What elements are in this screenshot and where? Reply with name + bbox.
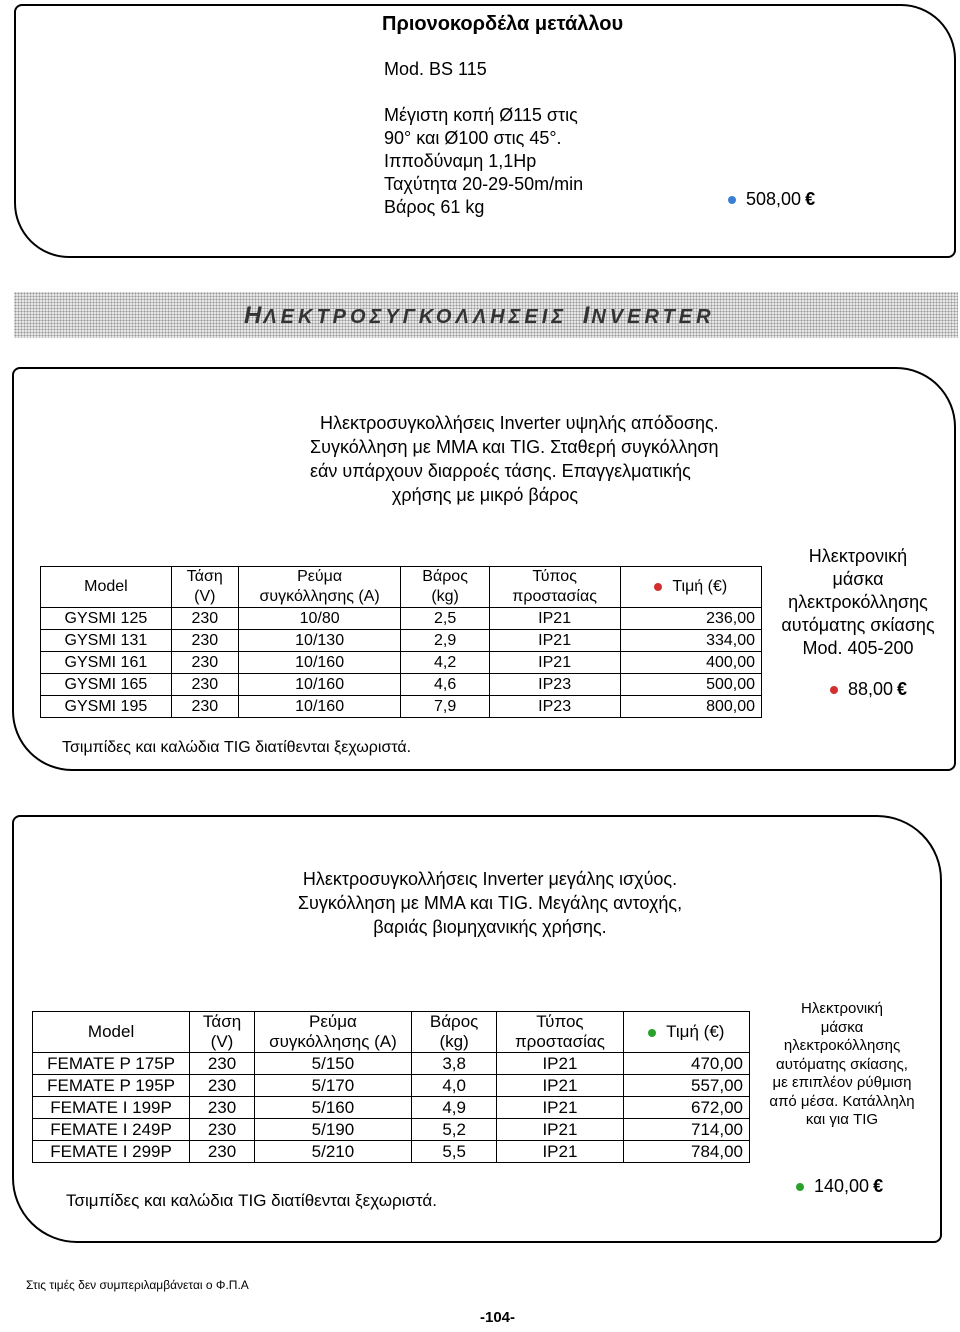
vat-note: Στις τιμές δεν συμπεριλαμβάνεται ο Φ.Π.Α <box>26 1278 249 1292</box>
saw-price-value: 508,00 <box>746 189 802 209</box>
col-model: Model <box>33 1012 190 1053</box>
col-current: Ρεύμα συγκόλλησης (A) <box>238 567 401 608</box>
mask-description: Ηλεκτρονική μάσκα ηλεκτροκόλλησης αυτόματης σκίασης, με επιπλέον ρύθμιση από μέσα. Κατάλληλη και για TIG <box>769 1000 915 1128</box>
saw-title: Πριονοκορδέλα μετάλλου <box>382 13 624 35</box>
euro-icon: € <box>873 1176 884 1196</box>
saw-spec: 90° και Ø100 στις 45°. <box>384 128 562 148</box>
mask-price: 88,00 € <box>830 679 907 700</box>
table-row: FEMATE I 199P 230 5/160 4,9 IP21 672,00 <box>33 1097 750 1119</box>
col-current: Ρεύμα συγκόλλησης (A) <box>254 1012 411 1053</box>
bullet-icon <box>648 1029 656 1037</box>
table-row: GYSMI 125 230 10/80 2,5 IP21 236,00 <box>41 608 762 630</box>
table-row: FEMATE I 299P 230 5/210 5,5 IP21 784,00 <box>33 1141 750 1163</box>
table-row: FEMATE P 175P 230 5/150 3,8 IP21 470,00 <box>33 1053 750 1075</box>
accessories-note: Τσιμπίδες και καλώδια TIG διατίθενται ξεχωριστά. <box>62 739 412 756</box>
col-weight: Βάρος (kg) <box>412 1012 497 1053</box>
table-row: FEMATE P 195P 230 5/170 4,0 IP21 557,00 <box>33 1075 750 1097</box>
section-banner-title: ΗΛΕΚΤΡΟΣΥΓΚΟΛΛΗΣΕΙΣ INVERTER <box>244 302 715 329</box>
col-protection: Τύπος προστασίας <box>497 1012 623 1053</box>
saw-spec: Μέγιστη κοπή Ø115 στις <box>384 105 578 125</box>
inverter-table-1 <box>40 566 762 718</box>
bullet-icon <box>654 583 662 591</box>
col-price: Τιμή (€) <box>623 1012 749 1053</box>
saw-spec: Βάρος 61 kg <box>384 197 485 217</box>
table-row: FEMATE I 249P 230 5/190 5,2 IP21 714,00 <box>33 1119 750 1141</box>
table-row: GYSMI 161 230 10/160 4,2 IP21 400,00 <box>41 652 762 674</box>
col-weight: Βάρος (kg) <box>401 567 489 608</box>
inverter-description: Συγκόλληση με MMA και TIG. Μεγάλης αντοχής, <box>297 893 683 913</box>
saw-price <box>728 189 815 210</box>
table-row: GYSMI 195 230 10/160 7,9 IP23 800,00 <box>41 696 762 718</box>
bullet-icon <box>796 1183 804 1191</box>
col-voltage: Τάση (V) <box>171 567 238 608</box>
euro-icon: € <box>897 679 908 699</box>
col-voltage: Τάση (V) <box>190 1012 255 1053</box>
page-number: -104- <box>480 1309 516 1326</box>
saw-spec: Ταχύτητα 20-29-50m/min <box>384 174 584 194</box>
col-price: Τιμή (€) <box>620 567 761 608</box>
mask-description: Ηλεκτρονική μάσκα ηλεκτροκόλλησης αυτόματης σκίασης Mod. 405-200 <box>781 546 935 658</box>
inverter-table-2 <box>32 1011 750 1163</box>
saw-model: Mod. BS 115 <box>384 59 487 79</box>
table-row: GYSMI 165 230 10/160 4,6 IP23 500,00 <box>41 674 762 696</box>
inverter-description: βαριάς βιομηχανικής χρήσης. <box>373 917 607 937</box>
inverter-description: Ηλεκτροσυγκολλήσεις Inverter μεγάλης ισχύος. <box>302 869 678 889</box>
bullet-icon <box>728 196 736 204</box>
inverter-description: χρήσης με μικρό βάρος <box>391 485 579 505</box>
inverter-description: Συγκόλληση με MMA και TIG. Σταθερή συγκόλληση <box>310 437 719 457</box>
saw-spec: Ιπποδύναμη 1,1Hp <box>384 151 537 171</box>
col-protection: Τύπος προστασίας <box>489 567 620 608</box>
euro-icon: € <box>805 189 816 209</box>
mask-price: 140,00 € <box>796 1176 883 1197</box>
bullet-icon <box>830 686 838 694</box>
col-model: Model <box>41 567 172 608</box>
inverter-description: εάν υπάρχουν διαρροές τάσης. Επαγγελματικής <box>310 461 691 481</box>
inverter-description: Ηλεκτροσυγκολλήσεις Inverter υψηλής απόδοσης. <box>320 413 719 433</box>
table-row: GYSMI 131 230 10/130 2,9 IP21 334,00 <box>41 630 762 652</box>
accessories-note: Τσιμπίδες και καλώδια TIG διατίθενται ξεχωριστά. <box>66 1191 437 1210</box>
